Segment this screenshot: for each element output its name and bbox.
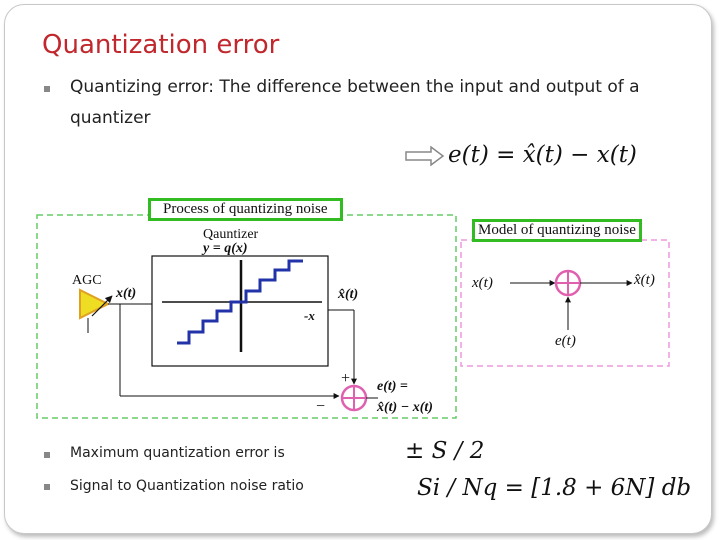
neg-x-label: -x xyxy=(304,308,315,323)
model-xhat-label: x̂(t) xyxy=(634,272,655,288)
xt-input-label: x(t) xyxy=(116,286,137,301)
et-equation-line1: e(t) = xyxy=(377,379,408,394)
plus-sign: + xyxy=(341,370,351,387)
bullet-snr-text: Signal to Quantization noise ratio xyxy=(70,478,304,494)
agc-label: AGC xyxy=(72,273,102,288)
max-error-formula: ± S / 2 xyxy=(405,438,485,464)
xhat-output-label: x̂(t) xyxy=(338,287,359,302)
et-equation-line2: x̂(t) − x(t) xyxy=(377,400,433,415)
bullet-marker xyxy=(44,484,50,490)
bullet-text-line1: Quantizing error: The difference between the input and output of a xyxy=(70,77,640,97)
model-xt-label: x(t) xyxy=(472,275,493,291)
bullet-marker xyxy=(44,452,50,458)
minus-sign: − xyxy=(316,398,326,415)
bullet-max-error-text: Maximum quantization error is xyxy=(70,445,285,461)
func-label: y = q(x) xyxy=(203,241,248,256)
quantizer-label: Qauntizer xyxy=(203,227,259,242)
model-label: Model of quantizing noise xyxy=(472,219,642,242)
slide-title: Quantization error xyxy=(42,30,280,60)
bullet-text-line2: quantizer xyxy=(70,108,151,128)
snr-formula: Si / Nq = [1.8 + 6N] db xyxy=(417,475,692,501)
model-et-label: e(t) xyxy=(555,333,576,349)
error-equation: e(t) = x̂(t) − x(t) xyxy=(448,142,637,168)
process-label: Process of quantizing noise xyxy=(148,198,343,221)
